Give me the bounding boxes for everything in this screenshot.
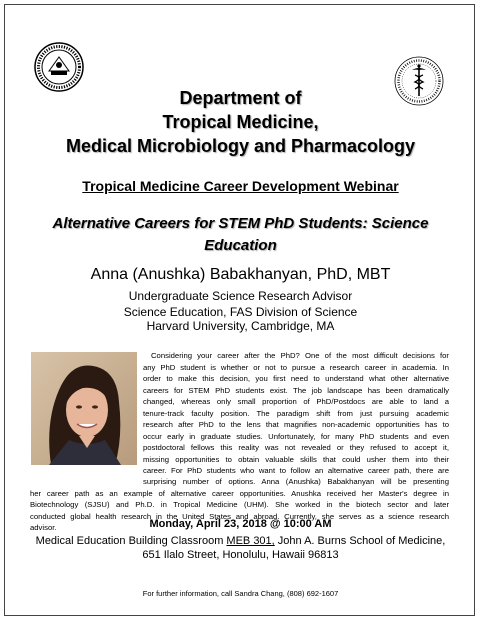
venue-building: Medical Education Building Classroom [35, 535, 227, 547]
abstract-line: career. For PhD students who want to follow an alternative career path, there are [143, 466, 449, 475]
speaker-role: Undergraduate Science Research Advisor [128, 289, 353, 303]
abstract-line: advisor. [30, 523, 57, 532]
department-title-line-1: Department of [179, 88, 302, 108]
abstract-line: careers for STEM PhD students exist. The job landscape has been dramatically [143, 385, 449, 395]
contact-info: For further information, call Sandra Chang, (808) 692-1607 [142, 589, 339, 598]
abstract-line: occur early in graduate studies. Unfortunately, for many PhD students and even [143, 431, 449, 441]
abstract-block-beside-photo [143, 350, 449, 465]
speaker-photo [31, 352, 137, 465]
university-seal-icon [34, 42, 84, 92]
event-address: 651 Ilalo Street, Honolulu, Hawaii 96813 [142, 549, 339, 561]
webinar-series-title: Tropical Medicine Career Development Webinar [82, 178, 399, 194]
department-title-line-3: Medical Microbiology and Pharmacology [65, 136, 416, 156]
abstract-line: her career path as an example of alternative career opportunities. Anushka received her Master's degree in [30, 488, 449, 498]
talk-title-line-2: Education [204, 237, 277, 254]
venue-school: John A. Burns School of Medicine, [274, 535, 446, 547]
abstract-line: conducted global health research in the United States and abroad. Currently, she serves as a science research [30, 511, 449, 521]
department-title-line-2: Tropical Medicine, [162, 112, 319, 132]
speaker-name: Anna (Anushka) Babakhanyan, PhD, MBT [90, 266, 391, 283]
event-venue [0, 534, 481, 548]
abstract-line: order to make this decision, you first need to understand what other alternative [143, 374, 449, 383]
event-date: Monday, April 23, 2018 @ 10:00 AM [149, 518, 332, 530]
abstract-line: Considering your career after the PhD? One of the most difficult decisions for [151, 351, 449, 360]
abstract-block-beside-photo-end [143, 465, 449, 477]
venue-room: MEB 301, [226, 535, 275, 547]
abstract-line: tenure-track faculty position. The paradigm shift from just pursuing academic [143, 408, 449, 418]
talk-title-line-1: Alternative Careers for STEM PhD Students: Science [52, 215, 429, 232]
abstract-line: missing opportunities to obtain valuable skills that could usher them into their [143, 454, 449, 464]
abstract-line: any PhD student is whether or not to pursue a research career in academia. In [143, 362, 449, 372]
abstract-line: Biotechnology (SJSU) and Ph.D. in Tropical Medicine (UHM). She worked in the biotech sector and later [30, 500, 449, 509]
speaker-affiliation-1: Science Education, FAS Division of Science [123, 305, 358, 319]
abstract-line: surprising number of options. Anna (Anushka) Babakhanyan will be presenting [143, 477, 449, 486]
abstract-line: research after PhD to the lens that magnifies non-academic opportunities has to [143, 420, 449, 429]
speaker-affiliation-2: Harvard University, Cambridge, MA [146, 319, 335, 333]
abstract-line: postdoctoral fellows this reality was not revealed or they refused to accept it, [143, 443, 449, 452]
abstract-line: changed, whereas only small proportion of PhD/Postdocs are able to land a [143, 397, 449, 406]
